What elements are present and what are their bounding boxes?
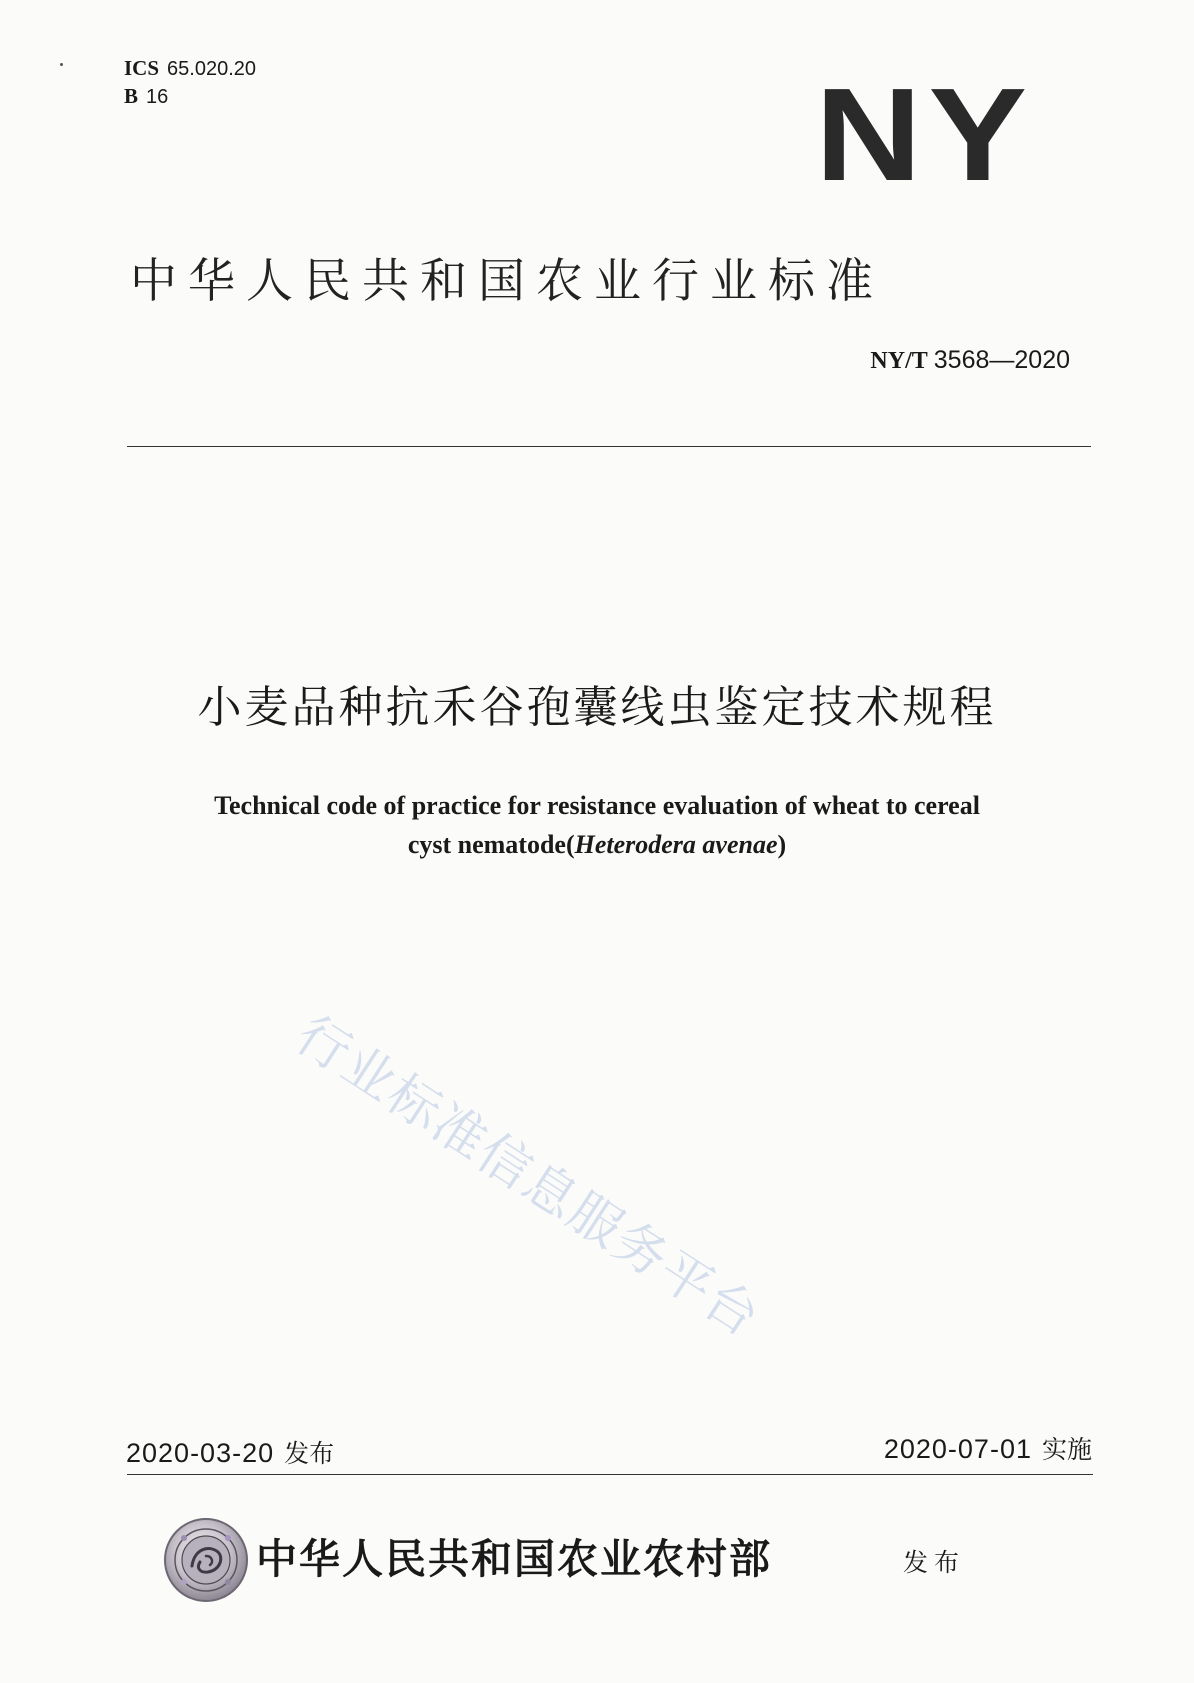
ics-label: ICS [124, 56, 160, 80]
title-chinese: 小麦品种抗禾谷孢囊线虫鉴定技术规程 [197, 682, 997, 733]
ics-line [124, 56, 256, 81]
standard-type-heading: 中华人民共和国农业行业标准 [130, 254, 884, 309]
title-english-line-2 [0, 827, 1194, 863]
standard-code-number: 3568—2020 [933, 346, 1070, 374]
issue-date-label: 发布 [284, 1439, 335, 1468]
ny-logo-mark: NY [815, 61, 1034, 208]
issuer-action: 发布 [903, 1548, 966, 1577]
classification-line [124, 84, 168, 109]
issue-date [126, 1436, 334, 1471]
standard-code-prefix: NY/T [870, 348, 928, 374]
issuer-name: 中华人民共和国农业农村部 [256, 1535, 772, 1583]
national-emblem-icon [162, 1516, 250, 1604]
class-code: 16 [146, 86, 169, 108]
top-divider [127, 446, 1091, 447]
watermark-text: 行业标准信息服务平台 [285, 1005, 771, 1350]
issue-date-value: 2020-03-20 [126, 1438, 275, 1468]
implement-date [884, 1432, 1092, 1467]
implement-date-value: 2020-07-01 [883, 1434, 1032, 1464]
species-name: Heterodera avenae [574, 830, 778, 859]
scan-speck [60, 63, 63, 66]
title-english-prefix: cyst nematode( [407, 830, 575, 859]
title-english-suffix: ) [777, 830, 787, 859]
ics-code: 65.020.20 [167, 58, 257, 80]
title-english-line-1: Technical code of practice for resistance evaluation of wheat to cereal [214, 791, 980, 820]
bottom-divider [127, 1474, 1093, 1475]
class-label: B [124, 84, 139, 108]
implement-date-label: 实施 [1041, 1435, 1092, 1464]
standard-code [870, 345, 1070, 376]
